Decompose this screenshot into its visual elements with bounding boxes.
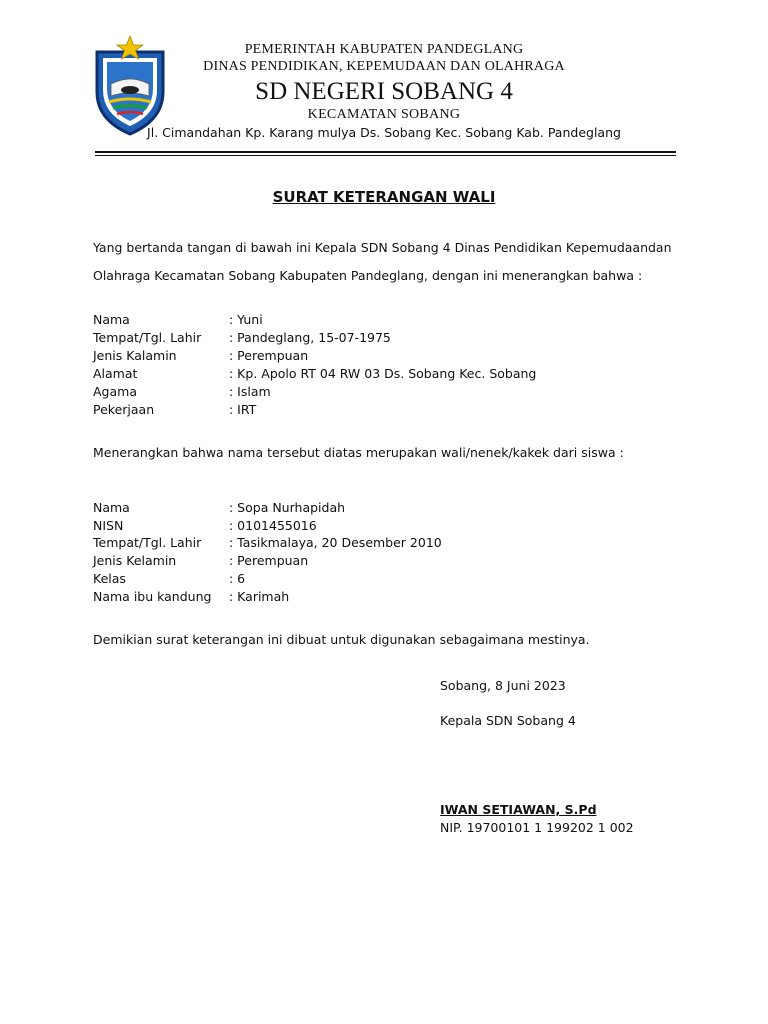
guardian-name-value: : Yuni <box>229 312 263 327</box>
guardian-job-value: : IRT <box>229 402 257 417</box>
signature-place-date: Sobang, 8 Juni 2023 <box>440 678 566 693</box>
student-nisn-label: NISN <box>93 518 124 533</box>
guardian-address-label: Alamat <box>93 366 138 381</box>
department-name: DINAS PENDIDIKAN, KEPEMUDAAN DAN OLAHRAGA <box>203 59 565 74</box>
guardian-religion-label: Agama <box>93 384 137 399</box>
guardian-name-label: Nama <box>93 312 130 327</box>
district-name: KECAMATAN SOBANG <box>307 107 461 122</box>
signer-nip: NIP. 19700101 1 199202 1 002 <box>440 820 634 835</box>
guardian-birth-label: Tempat/Tgl. Lahir <box>93 330 202 345</box>
document-title: SURAT KETERANGAN WALI <box>272 188 496 206</box>
closing-statement: Demikian surat keterangan ini dibuat untuk digunakan sebagaimana mestinya. <box>93 632 590 647</box>
guardian-gender-label: Jenis Kalamin <box>93 348 177 363</box>
student-name-label: Nama <box>93 500 130 515</box>
student-nisn-value: : 0101455016 <box>229 518 317 533</box>
guardian-birth-value: : Pandeglang, 15-07-1975 <box>229 330 391 345</box>
student-gender-value: : Perempuan <box>229 553 309 568</box>
student-name-value: : Sopa Nurhapidah <box>229 500 346 515</box>
signature-position: Kepala SDN Sobang 4 <box>440 713 576 728</box>
guardian-gender-value: : Perempuan <box>229 348 309 363</box>
guardian-job-label: Pekerjaan <box>93 402 155 417</box>
student-birth-label: Tempat/Tgl. Lahir <box>93 535 202 550</box>
intro-line-2: Olahraga Kecamatan Sobang Kabupaten Pandeglang, dengan ini menerangkan bahwa : <box>93 268 643 283</box>
student-class-value: : 6 <box>229 571 246 586</box>
letterhead-rule-thick <box>95 151 676 153</box>
middle-statement: Menerangkan bahwa nama tersebut diatas merupakan wali/nenek/kakek dari siswa : <box>93 445 624 460</box>
student-mother-label: Nama ibu kandung <box>93 589 212 604</box>
school-address: Jl. Cimandahan Kp. Karang mulya Ds. Sobang Kec. Sobang Kab. Pandeglang <box>147 125 621 140</box>
letterhead-rule-thin <box>95 155 676 156</box>
student-gender-label: Jenis Kelamin <box>93 553 177 568</box>
school-name: SD NEGERI SOBANG 4 <box>255 78 513 105</box>
government-name: PEMERINTAH KABUPATEN PANDEGLANG <box>244 42 524 57</box>
guardian-religion-value: : Islam <box>229 384 271 399</box>
student-class-label: Kelas <box>93 571 126 586</box>
student-mother-value: : Karimah <box>229 589 290 604</box>
intro-line-1: Yang bertanda tangan di bawah ini Kepala SDN Sobang 4 Dinas Pendidikan Kepemudaandan <box>93 240 672 255</box>
signer-name: IWAN SETIAWAN, S.Pd <box>440 802 597 817</box>
student-birth-value: : Tasikmalaya, 20 Desember 2010 <box>229 535 442 550</box>
guardian-address-value: : Kp. Apolo RT 04 RW 03 Ds. Sobang Kec. Sobang <box>229 366 537 381</box>
